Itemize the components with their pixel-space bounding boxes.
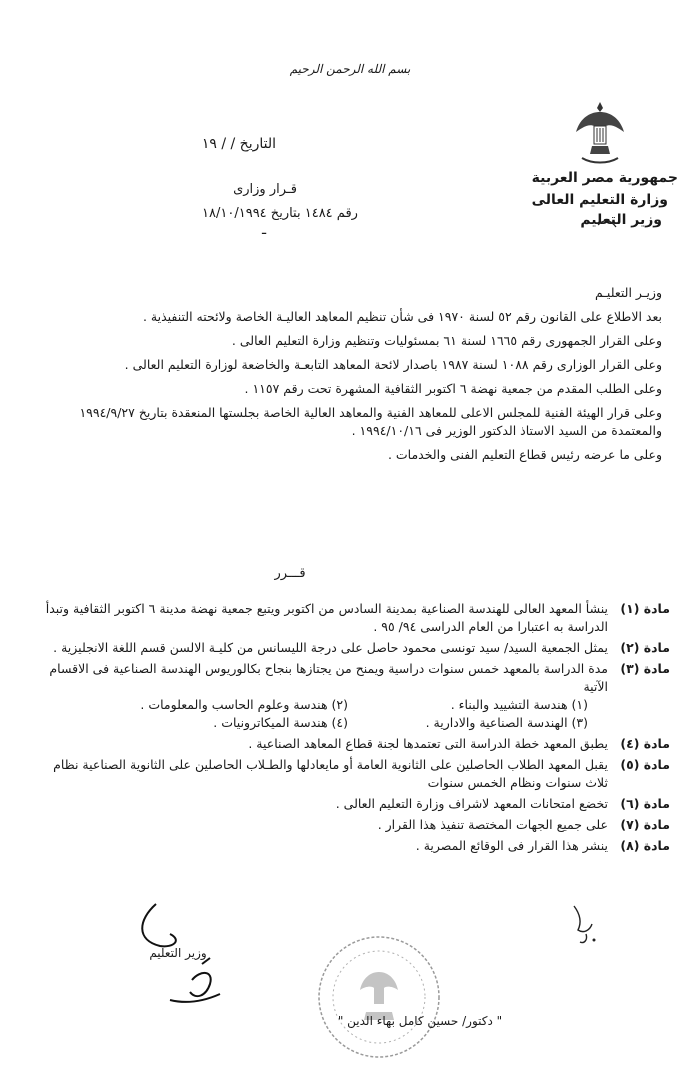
article-text: ينشأ المعهد العالى للهندسة الصناعية بمدينة السادس من اكتوبر ويتبع جمعية نهضة مدينة ٦ اكتوبر الثقافية وتبدأ الدراسة به اعتبارا من العام الدراسى ٩٤/ ٩٥ .: [45, 601, 608, 634]
article-1: [30, 600, 670, 636]
article-text: [30, 660, 608, 732]
article-7: [30, 816, 670, 834]
preamble-paragraph: وعلى قرار الهيئة الفنية للمجلس الاعلى للمعاهد الفنية والمعاهد العالية الخاصة بجلستها المنعقدة بتاريخ ١٩٩٤/٩/٢٧ والمعتمدة من السيد الاستاذ الدكتور الوزير فى ١٩٩٤/١٠/١٦ .: [79, 405, 662, 438]
article-text-body: مدة الدراسة بالمعهد خمس سنوات دراسية ويمنح من يجتازها بنجاح بكالوريوس الهندسة الصناعية فى الاقسام الآتية: [49, 661, 608, 694]
article-text: يمثل الجمعية السيد/ سيد تونسى محمود حاصل على درجة الليسانس من كليـة الالسن قسم اللغة الانجليزية .: [53, 640, 608, 655]
preamble-paragraph: وعلى القرار الوزارى رقم ١٠٨٨ لسنة ١٩٨٧ باصدار لائحة المعاهد التابعـة والخاضعة لوزارة التعليم العالى .: [124, 357, 662, 372]
official-round-stamp-icon: [314, 932, 444, 1062]
article-text: تخضع امتحانات المعهد لاشراف وزارة التعليم العالى .: [335, 796, 608, 811]
article-5: [30, 756, 670, 792]
preamble-paragraph: وعلى القرار الجمهورى رقم ١٦٦٥ لسنة ٦١ بمسئوليات وتنظيم وزارة التعليم العالى .: [231, 333, 662, 348]
article-label: مادة (٤): [620, 736, 670, 751]
preamble-paragraph: وعلى ما عرضه رئيس قطاع التعليم الفنى والخدمات .: [387, 447, 662, 462]
article-label: مادة (٨): [620, 838, 670, 853]
article-label: مادة (٦): [620, 796, 670, 811]
article-8: [30, 837, 670, 855]
article-3: [30, 660, 670, 732]
department-item: (٣) الهندسة الصناعية والادارية .: [425, 715, 588, 730]
department-item: (١) هندسة التشييد والبناء .: [450, 697, 588, 712]
article-4: [30, 735, 670, 753]
preamble-paragraph: وعلى الطلب المقدم من جمعية نهضة ٦ اكتوبر الثقافية المشهرة تحت رقم ١١٥٧ .: [244, 381, 662, 396]
pen-tick-icon: [596, 214, 618, 226]
initials-mark-icon: [570, 900, 600, 950]
article-label: مادة (٧): [620, 817, 670, 832]
article-6: [30, 795, 670, 813]
department-item: (٢) هندسة وعلوم الحاسب والمعلومات .: [140, 697, 348, 712]
departments-list: [108, 696, 588, 732]
signer-name: " دكتور/ حسين كامل بهاء الدين ": [337, 1014, 503, 1028]
article-2: [30, 639, 670, 657]
article-text: ينشر هذا القرار فى الوقائع المصرية .: [415, 838, 608, 853]
decree-dash: ـ: [262, 222, 267, 238]
header-minister: وزير التعليم: [580, 212, 662, 228]
article-label: مادة (٣): [620, 661, 670, 676]
decree-title: قـرار وزارى: [233, 182, 297, 197]
handwritten-signature-icon: [130, 900, 240, 1020]
article-text: يقبل المعهد الطلاب الحاصلين على الثانوية العامة أو مايعادلها والطـلاب الحاصلين على الثانوية الصناعية نظام ثلاث سنوات ونظام الخمس سنوات: [53, 757, 608, 790]
preamble: [36, 284, 662, 470]
signature-title: وزير التعليم: [149, 946, 207, 960]
articles-list: [30, 600, 670, 858]
preamble-paragraph: بعد الاطلاع على القانون رقم ٥٢ لسنة ١٩٧٠ فى شأن تنظيم المعاهد العاليـة الخاصة ولائحته التنفيذية .: [142, 309, 662, 324]
decision-title: قـــرر: [274, 566, 306, 581]
decree-number-date: رقم ١٤٨٤ بتاريخ ١٨/١٠/١٩٩٤: [202, 206, 358, 221]
article-label: مادة (٢): [620, 640, 670, 655]
header-ministry: وزارة التعليم العالى: [531, 192, 668, 208]
article-text: على جميع الجهات المختصة تنفيذ هذا القرار .: [377, 817, 608, 832]
preamble-opening: وزيـر التعليـم: [594, 285, 662, 300]
article-label: مادة (٥): [620, 757, 670, 772]
egypt-eagle-emblem-icon: [572, 98, 628, 168]
article-text: يطبق المعهد خطة الدراسة التى تعتمدها لجنة قطاع المعاهد الصناعية .: [248, 736, 608, 751]
article-label: مادة (١): [620, 601, 670, 616]
department-item: (٤) هندسة الميكاترونيات .: [213, 715, 348, 730]
header-republic: جمهورية مصر العربية: [531, 170, 678, 186]
date-line: التاريخ / / ١٩: [201, 136, 276, 152]
basmala: بسم الله الرحمن الرحيم: [289, 62, 411, 76]
